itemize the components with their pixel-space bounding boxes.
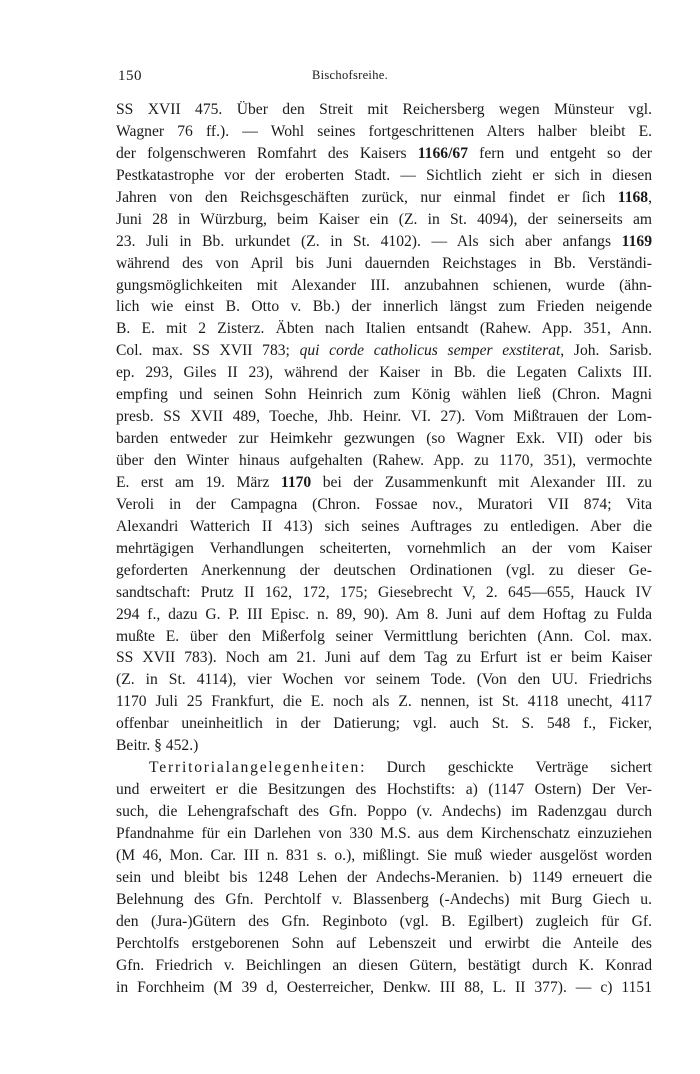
text-line: mußte E. über den Mißerfolg seiner Vermittlung berichten (Ann. Col. max. bbox=[116, 627, 652, 645]
text-line: Territorialangelegenheiten: Durch geschickte Verträge sichert bbox=[149, 759, 652, 777]
page-number: 150 bbox=[118, 68, 142, 84]
text-line: ep. 293, Giles II 23), während der Kaiser in Bb. die Legaten Calixts III. bbox=[116, 364, 652, 382]
text-line: B. E. mit 2 Zisterz. Äbten nach Italien entsandt (Rahew. App. 351, Ann. bbox=[116, 320, 652, 338]
text-line: Belehnung des Gfn. Perchtolf v. Blassenberg (-Andechs) mit Burg Giech u. bbox=[116, 890, 652, 908]
text-line: Wagner 76 ff.). — Wohl seines fortgeschrittenen Alters halber bleibt E. bbox=[116, 122, 652, 140]
year-marker: 1166/67 bbox=[417, 144, 469, 162]
text-line: und erweitert er die Besitzungen des Hochstifts: a) (1147 Ostern) Der Ver- bbox=[116, 781, 652, 799]
text-line: Gfn. Friedrich v. Beichlingen an diesen Gütern, bestätigt durch K. Konrad bbox=[116, 956, 652, 974]
latin-quote: qui corde catholicus semper exstiterat bbox=[299, 342, 561, 360]
text-line: Perchtolfs erstgeborenen Sohn auf Lebenszeit und erwirbt die Anteile des bbox=[116, 934, 652, 952]
text-line: geforderten Anerkennung der deutschen Ordinationen (vgl. zu dieser Ge- bbox=[116, 561, 652, 579]
year-marker: 1170 bbox=[280, 473, 312, 491]
text-line: sein und bleibt bis 1248 Lehen der Andechs-Meranien. b) 1149 erneuert die bbox=[116, 868, 652, 886]
text-line: über den Winter hinaus aufgehalten (Rahew. App. zu 1170, 351), vermochte bbox=[116, 452, 652, 469]
text-line: den (Jura-)Gütern des Gfn. Reginboto (vgl. B. Egilbert) zugleich für Gf. bbox=[116, 912, 652, 930]
body-text bbox=[116, 99, 652, 998]
text-line: such, die Lehengrafschaft des Gfn. Poppo (v. Andechs) im Radenzgau durch bbox=[116, 803, 652, 820]
text-line: Juni 28 in Würzburg, beim Kaiser ein (Z. in St. 4094), der seinerseits am bbox=[116, 210, 652, 228]
section-heading: Territorialangelegenheiten bbox=[149, 759, 361, 777]
text-line: Beitr. § 452.) bbox=[116, 737, 199, 755]
text-line: SS XVII 783). Noch am 21. Juni auf dem Tag zu Erfurt ist er beim Kaiser bbox=[116, 649, 652, 667]
text-line: der folgenschweren Romfahrt des Kaisers 1166/67 fern und entgeht so der bbox=[116, 144, 652, 162]
text-line: Pestkatastrophe vor der eroberten Stadt. — Sichtlich zieht er sich in diesen bbox=[116, 166, 652, 184]
text-line: mehrtägigen Verhandlungen scheiterten, vornehmlich an der vom Kaiser bbox=[116, 539, 652, 557]
text-line: Jahren von den Reichsgeschäften zurück, nur einmal findet er ſich 1168, bbox=[116, 188, 652, 206]
text-line: sandtschaft: Prutz II 162, 172, 175; Giesebrecht V, 2. 645—655, Hauck IV bbox=[116, 583, 652, 601]
text-line: offenbar uneinheitlich in der Datierung; vgl. auch St. S. 548 f., Ficker, bbox=[116, 715, 652, 733]
text-line: barden entweder zur Heimkehr gezwungen (so Wagner Exk. VII) oder bis bbox=[116, 430, 652, 448]
text-line: 1170 Juli 25 Frankfurt, die E. noch als Z. nennen, ist St. 4118 unecht, 4117 bbox=[116, 693, 652, 711]
year-marker: 1168 bbox=[617, 188, 649, 206]
year-marker: 1169 bbox=[621, 232, 652, 250]
text-line: (M 46, Mon. Car. III n. 831 s. o.), mißlingt. Sie muß wieder ausgelöst worden bbox=[116, 846, 652, 864]
text-line: Pfandnahme für ein Darlehen von 330 M.S. aus dem Kirchenschatz einzuziehen bbox=[116, 824, 652, 842]
text-line: (Z. in St. 4114), vier Wochen vor seinem Tode. (Von den UU. Friedrichs bbox=[116, 671, 652, 689]
text-line: Veroli in der Campagna (Chron. Fossae nov., Muratori VII 874; Vita bbox=[116, 495, 652, 513]
text-line: E. erst am 19. März 1170 bei der Zusammenkunft mit Alexander III. zu bbox=[116, 473, 652, 491]
text-line: Alexandri Watterich II 413) sich seines Auftrages zu entledigen. Aber die bbox=[116, 517, 652, 535]
text-line: gungsmöglichkeiten mit Alexander III. anzubahnen schienen, wurde (ähn- bbox=[116, 276, 652, 294]
running-head: Bischofsreihe. bbox=[311, 68, 389, 82]
text-line: empfing und seinen Sohn Heinrich zum König wählen ließ (Chron. Magni bbox=[116, 386, 652, 404]
text-line: presb. SS XVII 489, Toeche, Jhb. Heinr. VI. 27). Vom Mißtrauen der Lom- bbox=[116, 408, 652, 426]
text-line: während des von April bis Juni dauernden Reichstages in Bb. Verständi- bbox=[116, 254, 652, 272]
text-line: Col. max. SS XVII 783; qui corde catholicus semper exstiterat, Joh. Sarisb. bbox=[116, 342, 652, 360]
text-line: 23. Juli in Bb. urkundet (Z. in St. 4102). — Als sich aber anfangs 1169 bbox=[116, 232, 652, 250]
text-line: 294 f., dazu G. P. III Episc. n. 89, 90). Am 8. Juni auf dem Hoftag zu Fulda bbox=[116, 605, 652, 623]
text-line: in Forchheim (M 39 d, Oesterreicher, Denkw. III 88, L. II 377). — c) 1151 bbox=[116, 978, 652, 996]
text-line: SS XVII 475. Über den Streit mit Reichersberg wegen Münsteur vgl. bbox=[116, 101, 652, 118]
text-line: lich wie einst B. Otto v. Bb.) der innerlich längst zum Frieden neigende bbox=[116, 298, 652, 316]
